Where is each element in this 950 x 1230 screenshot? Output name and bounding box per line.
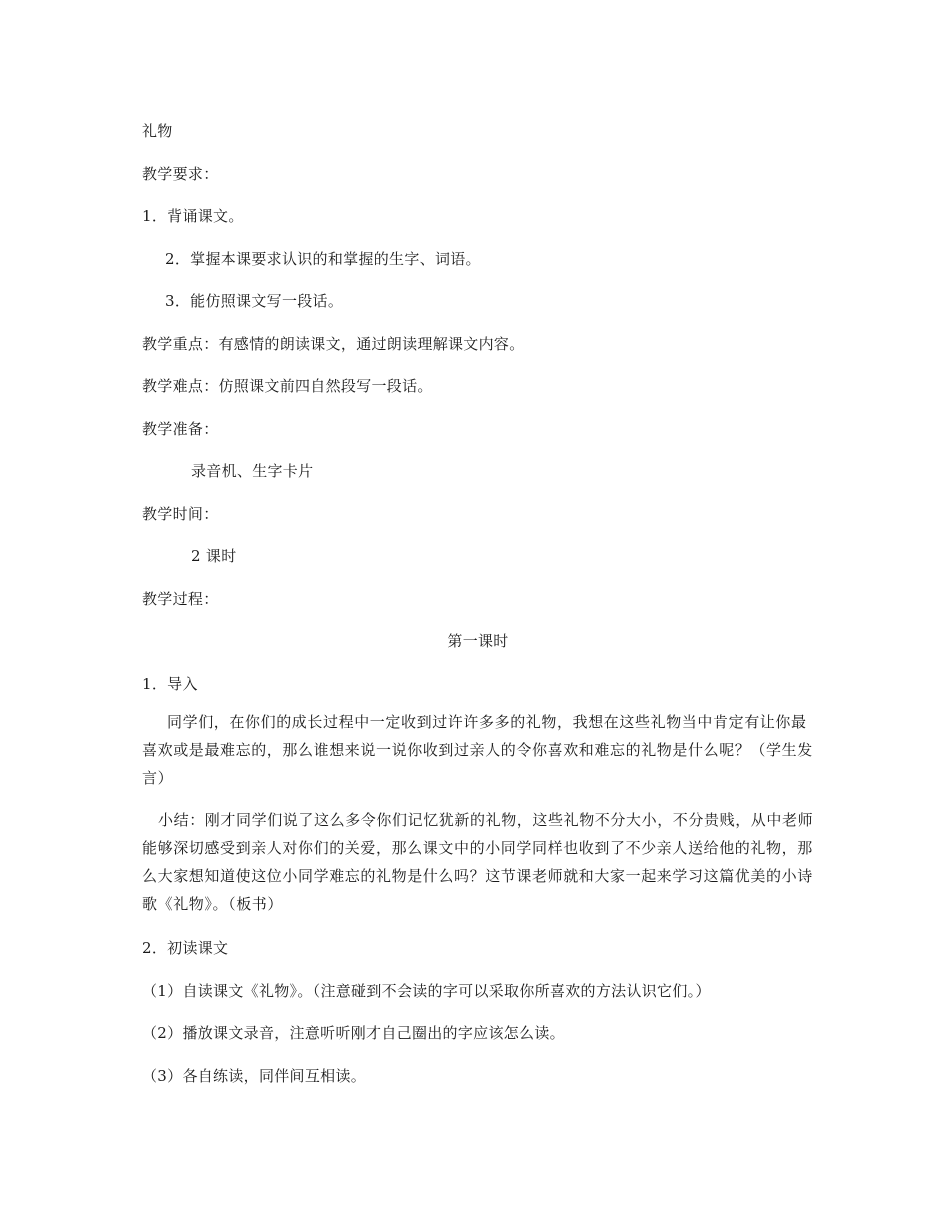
preparation-content: 录音机、生字卡片: [191, 462, 314, 480]
reading-step-3: （3）各自练读，同伴间互相读。: [142, 1067, 367, 1085]
section1-heading: 1．导入: [142, 675, 198, 693]
requirement-item-2: 2．掌握本课要求认识的和掌握的生字、词语。: [165, 250, 481, 268]
preparation-heading: 教学准备：: [142, 420, 219, 438]
process-heading: 教学过程：: [142, 590, 219, 608]
lesson-one-heading: 第一课时: [447, 632, 509, 650]
key-point: 教学重点：有感情的朗读课文，通过朗读理解课文内容。: [142, 335, 525, 353]
requirement-item-3: 3．能仿照课文写一段话。: [165, 292, 344, 310]
difficult-point: 教学难点：仿照课文前四自然段写一段话。: [142, 377, 433, 395]
intro-paragraph: 同学们，在你们的成长过程中一定收到过许许多多的礼物，我想在这些礼物当中肯定有让你最喜欢或是最难忘的，那么谁想来说一说你收到过亲人的令你喜欢和难忘的礼物是什么呢？（学生发言）: [142, 713, 813, 787]
requirements-heading: 教学要求：: [142, 165, 219, 183]
section2-heading: 2．初读课文: [142, 939, 229, 957]
time-content: 2 课时: [191, 547, 237, 565]
reading-step-1: （1）自读课文《礼物》。（注意碰到不会读的字可以采取你所喜欢的方法认识它们。）: [142, 982, 711, 1000]
summary-paragraph: 小结：刚才同学们说了这么多令你们记忆犹新的礼物，这些礼物不分大小，不分贵贱，从中老师能够深切感受到亲人对你们的关爱，那么课文中的小同学同样也收到了不少亲人送给他的礼物，那么大家想知道使这位小同学难忘的礼物是什么吗？这节课老师就和大家一起来学习这篇优美的小诗歌《礼物》。（板书）: [142, 811, 814, 913]
requirement-item-1: 1．背诵课文。: [142, 207, 244, 225]
reading-step-2: （2）播放课文录音，注意听听刚才自己圈出的字应该怎么读。: [142, 1024, 565, 1042]
document-title: 礼物: [142, 122, 173, 140]
time-heading: 教学时间：: [142, 505, 219, 523]
